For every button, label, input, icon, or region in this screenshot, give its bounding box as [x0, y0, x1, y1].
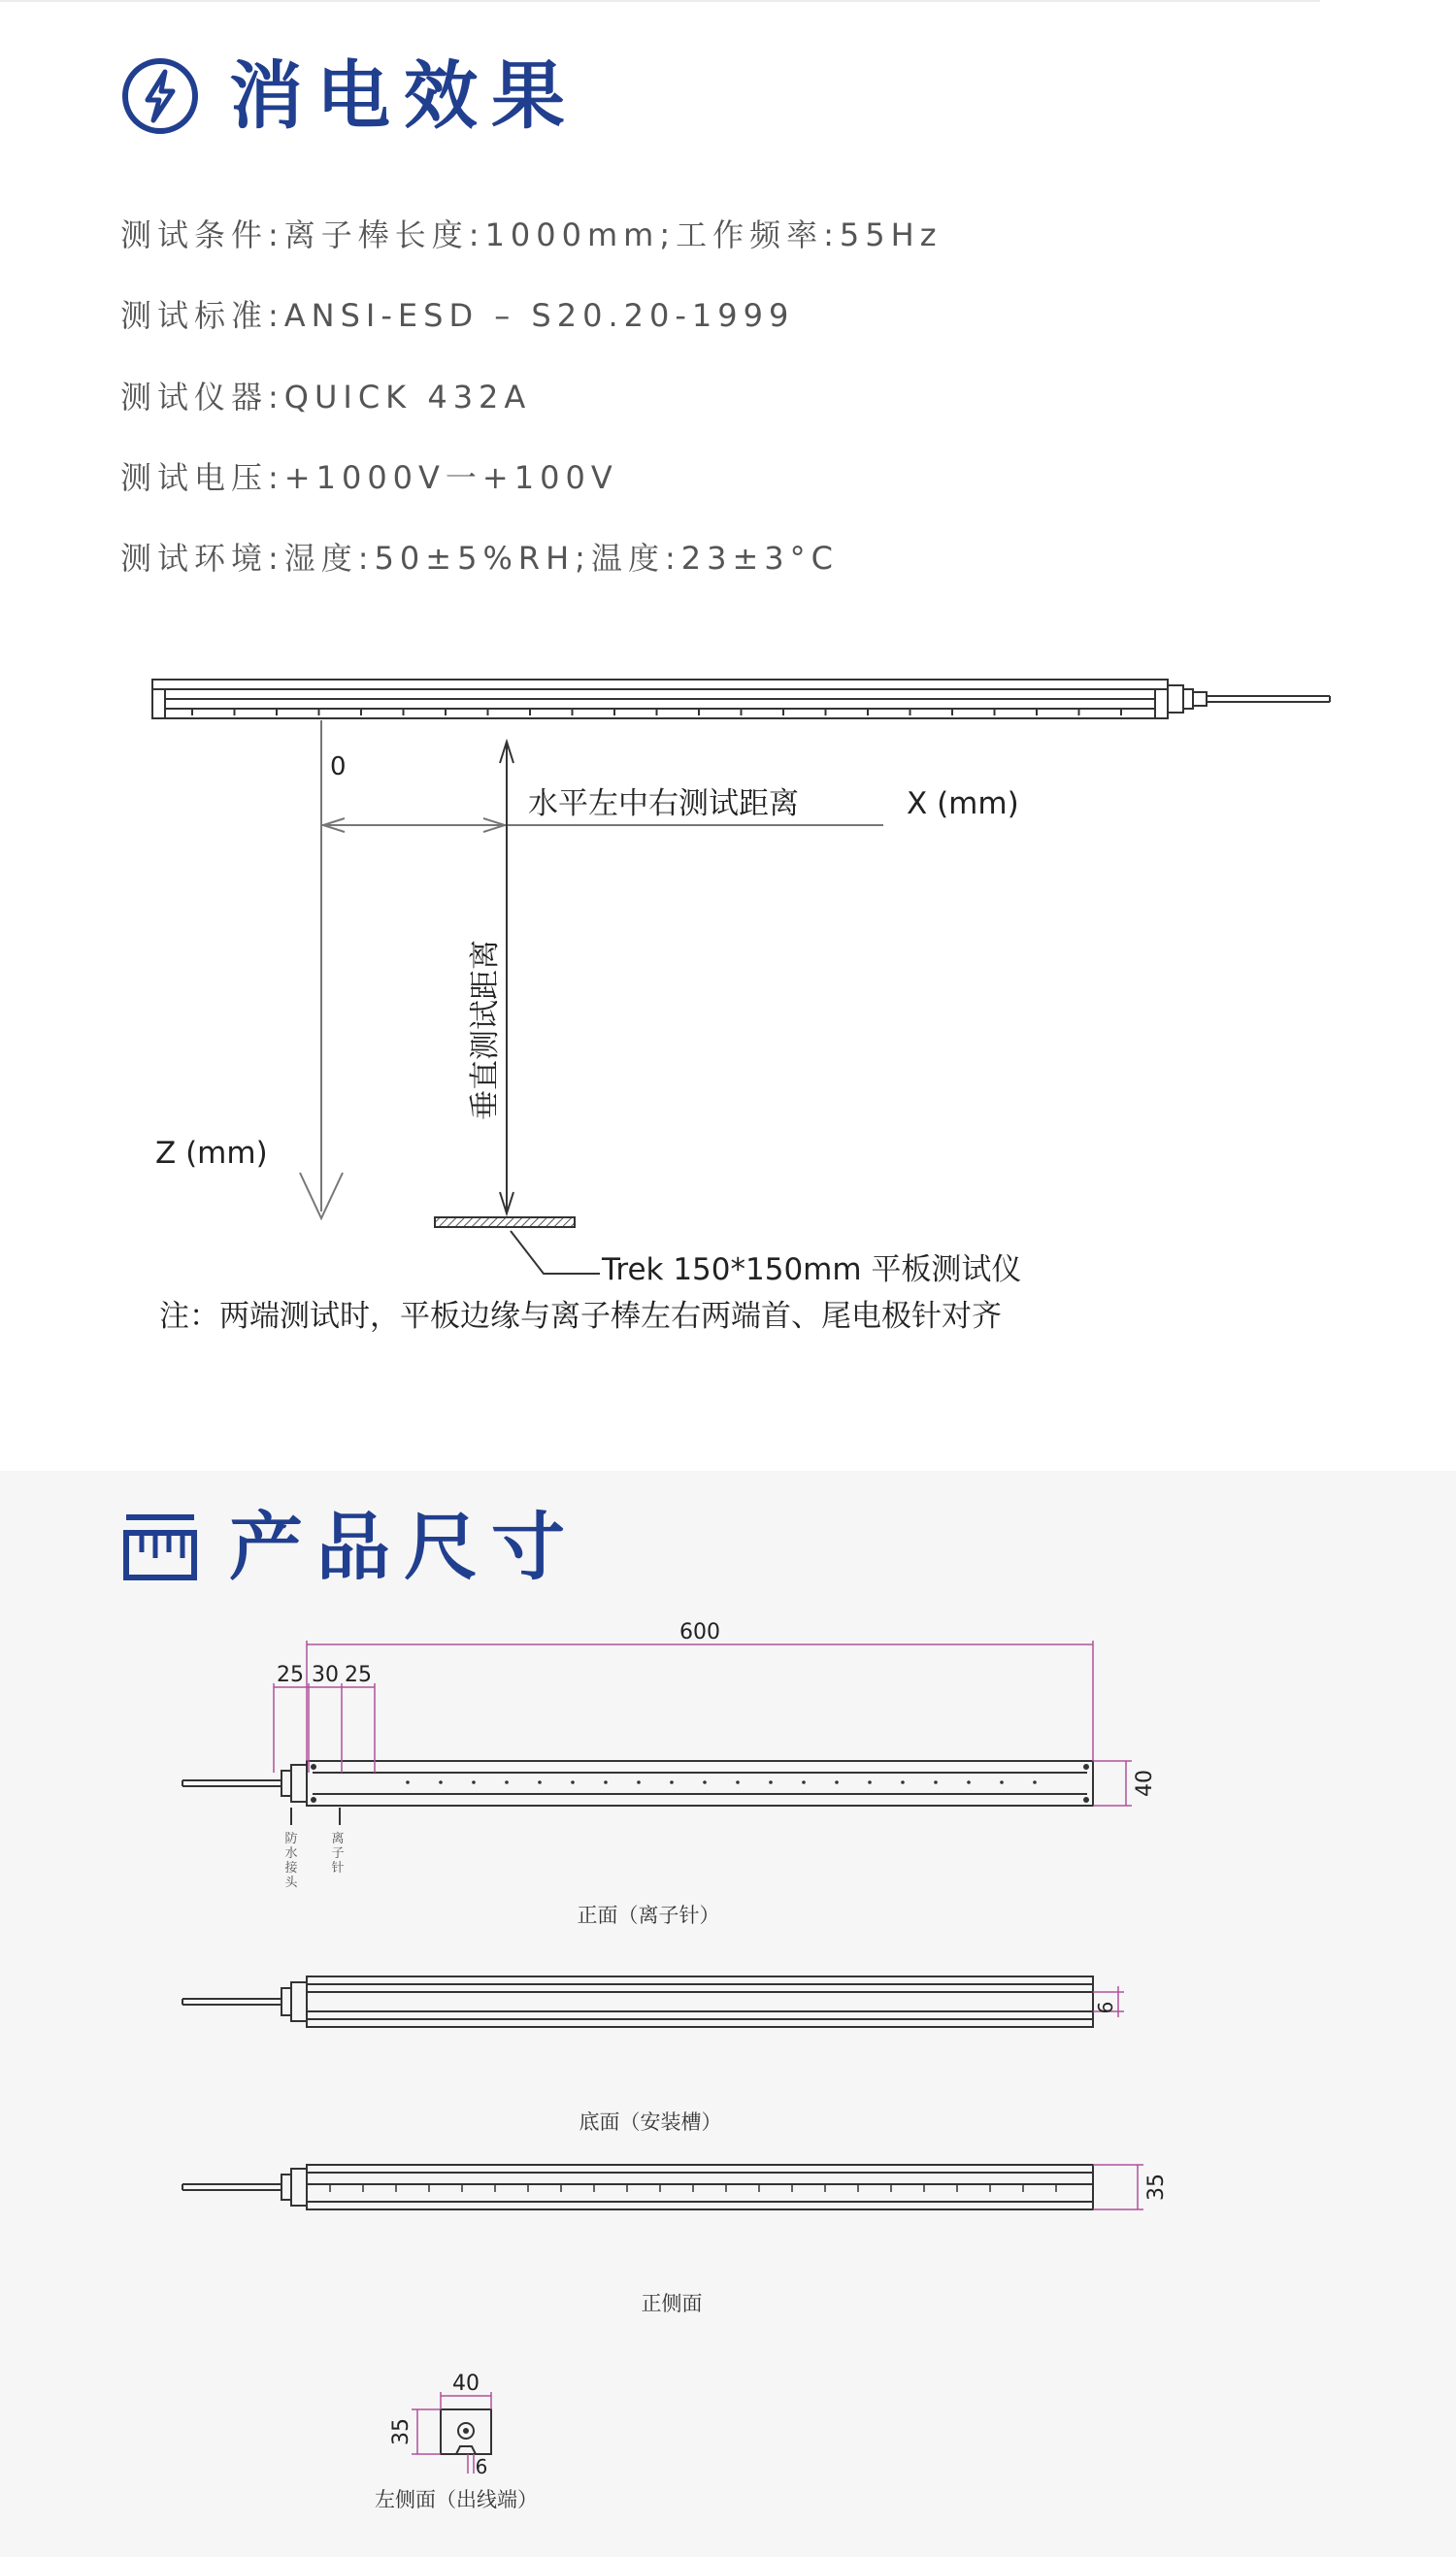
test-plate [435, 1217, 575, 1227]
top-divider [0, 0, 1320, 2]
needle-dot [868, 1780, 872, 1784]
slot-dimension: 6 [1094, 2001, 1117, 2014]
dim-needle-pitch: 25 [345, 1663, 372, 1687]
svg-text:水: 水 [284, 1846, 298, 1861]
condition-line: 测试电压:+1000V一+100V [120, 459, 618, 496]
dimension-drawings [0, 1582, 1456, 2553]
lightning-circle-icon [120, 56, 200, 136]
diagram-note: 注：两端测试时，平板边缘与离子棒左右两端首、尾电极针对齐 [159, 1299, 1002, 1334]
svg-text:接: 接 [284, 1861, 298, 1876]
z-axis-label: Z (mm) [155, 1136, 268, 1171]
section-title: 消电效果 [229, 52, 579, 139]
condition-line: 测试条件:离子棒长度:1000mm;工作频率:55Hz [120, 216, 943, 253]
connector-label [284, 1832, 298, 1890]
needle-dot [934, 1780, 938, 1784]
needle-dot [571, 1780, 575, 1784]
end-width-dimension: 40 [452, 2372, 480, 2396]
needle-dot [802, 1780, 806, 1784]
needle-dot [538, 1780, 542, 1784]
height-dimension: 40 [1133, 1770, 1157, 1797]
horizontal-distance-label: 水平左中右测试距离 [528, 786, 799, 821]
needle-dot [736, 1780, 740, 1784]
product-dimensions-section [0, 1471, 1456, 2557]
needle-dot [439, 1780, 443, 1784]
side-view-caption: 正侧面 [641, 2292, 703, 2315]
section-heading-dimensions [120, 1504, 579, 1590]
section-title: 产品尺寸 [229, 1504, 579, 1590]
svg-text:离: 离 [331, 1832, 345, 1846]
front-view-drawing [182, 1620, 1157, 1927]
svg-text:子: 子 [331, 1846, 345, 1861]
dim-connector-offset: 25 [277, 1663, 304, 1687]
needle-dot [604, 1780, 608, 1784]
needle-dot [901, 1780, 905, 1784]
test-setup-diagram [0, 660, 1456, 1398]
side-view-drawing [182, 2165, 1169, 2315]
needle-dot [1000, 1780, 1004, 1784]
end-view-caption: 左侧面（出线端） [375, 2488, 538, 2511]
condition-line: 测试环境:湿度:50±5%RH;温度:23±3°C [120, 540, 839, 577]
ruler-icon [120, 1508, 200, 1587]
needle-dot [1033, 1780, 1037, 1784]
ion-needle-ticks [192, 709, 1121, 715]
bottom-view-drawing [182, 1976, 1124, 2134]
condition-line: 测试标准:ANSI-ESD – S20.20-1999 [120, 297, 795, 334]
needle-dot [472, 1780, 476, 1784]
needle-dot [967, 1780, 971, 1784]
svg-text:头: 头 [284, 1876, 298, 1890]
bottom-view-caption: 底面（安装槽） [579, 2110, 722, 2134]
side-height-dimension: 35 [1144, 2174, 1169, 2201]
origin-label: 0 [330, 752, 347, 781]
needle-dot [406, 1780, 410, 1784]
needle-dot [637, 1780, 641, 1784]
needle-dot [670, 1780, 674, 1784]
vertical-distance-label: 垂直测试距离 [468, 940, 503, 1120]
dim-first-needle: 30 [312, 1663, 339, 1687]
needle-dot [835, 1780, 839, 1784]
svg-text:防: 防 [284, 1832, 298, 1846]
needle-dot [769, 1780, 773, 1784]
x-axis-label: X (mm) [907, 786, 1019, 821]
length-dimension: 600 [679, 1620, 720, 1644]
front-view-caption: 正面（离子针） [577, 1904, 720, 1927]
needle-label [331, 1832, 344, 1876]
end-slot-dimension: 6 [475, 2455, 488, 2478]
section-heading-discharge [120, 52, 579, 139]
svg-text:针: 针 [331, 1861, 345, 1876]
condition-line: 测试仪器:QUICK 432A [120, 379, 532, 415]
needle-dot [505, 1780, 509, 1784]
end-view-drawing [375, 2372, 538, 2511]
plate-label: Trek 150*150mm 平板测试仪 [602, 1252, 1022, 1287]
end-height-dimension: 35 [389, 2418, 414, 2445]
needle-dot [703, 1780, 707, 1784]
plate-leader-line [511, 1231, 600, 1274]
